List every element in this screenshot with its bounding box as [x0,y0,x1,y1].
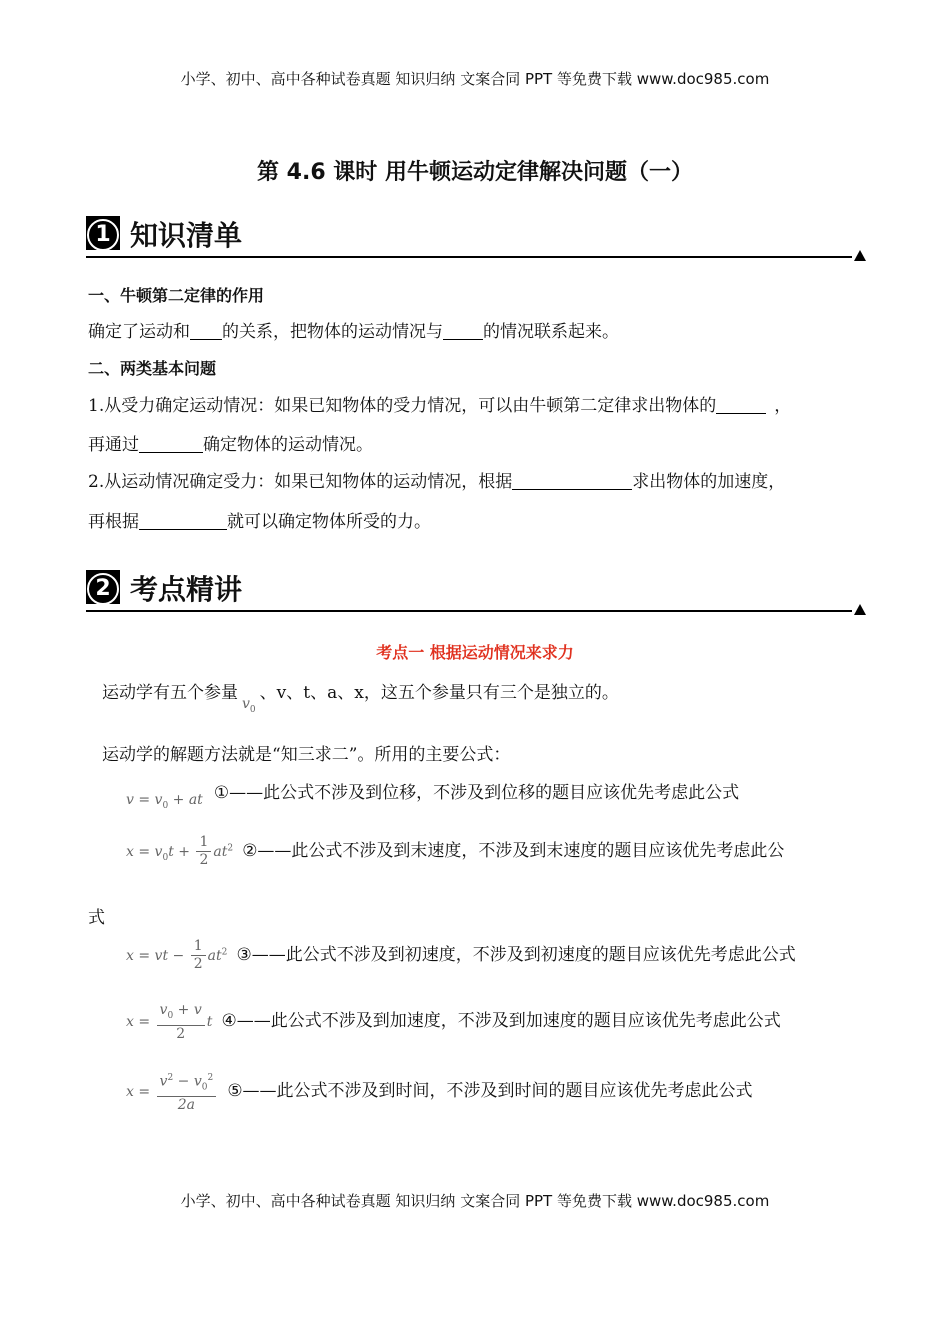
formula-4: x = $\frac{v_0 + v}{2}$ t [126,1002,213,1042]
footer-banner: 小学、初中、高中各种试卷真题 知识归纳 文案合同 PPT 等免费下载 www.doc985.com [180,1192,770,1210]
part2-heading: 二、两类基本问题 [88,359,217,378]
method-line: 运动学的解题方法就是“知三求二”。所用的主要公式： [102,745,511,765]
part2-item1-line1: 1.从受力确定运动情况：如果已知物体的受力情况，可以由牛顿第二定律求出物体的 ， [88,396,792,416]
part2-item1-line2: 再通过 确定物体的运动情况。 [88,435,373,455]
formula-5-desc: ⑤——此公式不涉及到时间，不涉及到时间的题目应该优先考虑此公式 [227,1081,753,1102]
page-title: 第 4.6 课时 用牛顿运动定律解决问题（一） [257,160,693,185]
section-rule [86,256,852,258]
part1-text: 确定了运动和 的关系，把物体的运动情况与 的情况联系起来。 [88,322,619,342]
triangle-icon [854,604,866,615]
kaodian-heading: 考点一 根据运动情况来求力 [376,643,574,662]
formula-5: x = $\frac{v^2 - v_0^2}{2a}$ [126,1084,218,1100]
formula-3-desc: ③——此公式不涉及到初速度，不涉及到初速度的题目应该优先考虑此公式 [236,944,796,965]
formula-row-1 [126,778,739,811]
part2-item2-line2: 再根据 就可以确定物体所受的力。 [88,512,431,532]
triangle-icon [854,250,866,261]
formula-row-5 [126,1070,753,1114]
formula-1-desc: ①——此公式不涉及到位移，不涉及到位移的题目应该优先考虑此公式 [213,783,740,803]
kinematics-params-line: 运动学有五个参量$_{v_0}$、v、t、a、x，这五个参量只有三个是独立的。 [102,683,619,715]
v0-symbol: v0 [242,696,256,715]
section-title: 知识清单 [130,219,243,252]
part1-heading: 一、牛顿第二定律的作用 [88,286,265,305]
formula-4-desc: ④——此公式不涉及到加速度，不涉及到加速度的题目应该优先考虑此公式 [221,1011,781,1032]
section-header-keypoints [86,566,866,612]
section-title: 考点精讲 [130,573,243,606]
formula-2-desc: ②——此公式不涉及到末速度，不涉及到末速度的题目应该优先考虑此公 [242,840,785,861]
header-banner: 小学、初中、高中各种试卷真题 知识归纳 文案合同 PPT 等免费下载 www.doc985.com [180,70,770,88]
answer-blank[interactable] [190,323,222,340]
section-header-knowledge [86,212,866,258]
section-number-badge: 1 [86,216,120,250]
answer-blank[interactable] [716,397,766,414]
section-number-badge: 2 [86,570,120,604]
part2-item2-line1: 2.从运动情况确定受力：如果已知物体的运动情况，根据 求出物体的加速度， [88,472,786,492]
formula-row-3 [126,938,796,973]
formula-2: $x = v_0t$ + $\frac{1}{2}$ $at^2$ [126,834,234,868]
answer-blank[interactable] [443,323,483,340]
formula-row-2 [126,834,784,869]
formula-1: $v = v_0$ + at [126,792,203,811]
answer-blank[interactable] [139,513,227,530]
section-rule [86,610,852,612]
formula-3: x = vt − $\frac{1}{2}$ $at^2$ [126,938,228,972]
answer-blank[interactable] [139,436,203,453]
answer-blank[interactable] [512,473,632,490]
formula-row-4 [126,1002,781,1043]
formula-2-desc-cont: 式 [88,908,105,928]
